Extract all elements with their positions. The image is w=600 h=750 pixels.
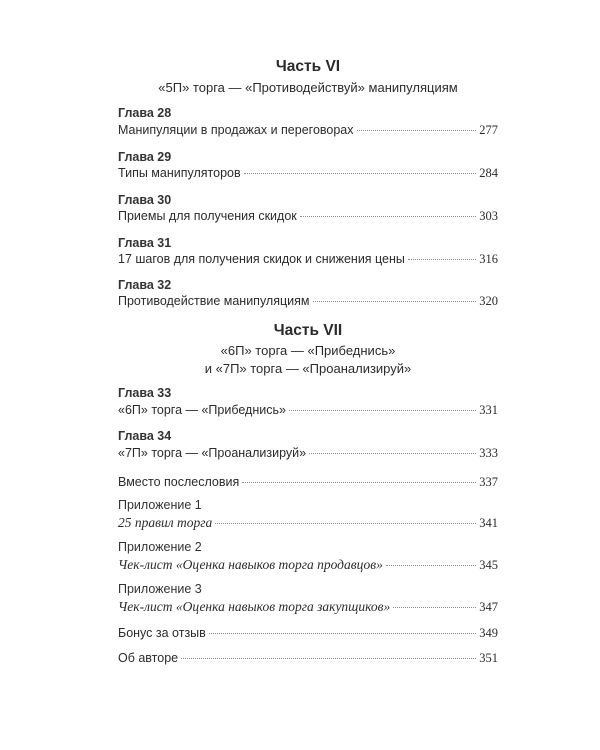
chapter-31-label: Глава 31 [118, 236, 172, 250]
toc-entry-chapter-29[interactable] [118, 166, 498, 181]
toc-entry-bonus[interactable] [118, 626, 498, 641]
chapter-31-page: 316 [479, 252, 498, 266]
about-author-page: 351 [479, 651, 498, 665]
part-6-title: Часть VI [275, 58, 341, 75]
toc-entry-about-author[interactable] [118, 651, 498, 666]
appendix-3-label: Приложение 3 [118, 582, 202, 596]
appendix-3-page: 347 [479, 600, 498, 614]
chapter-33-title: «6П» торга — «Прибеднись» [118, 403, 286, 417]
appendix-1-label: Приложение 1 [118, 498, 202, 512]
dot-leader [289, 410, 476, 411]
part-7-subtitle-line-2: и «7П» торга — «Проанализируй» [204, 361, 412, 376]
dot-leader [242, 482, 476, 483]
part-6-subtitle: «5П» торга — «Противодействуй» манипуляциям [158, 80, 458, 95]
part-7-subtitle-line-1: «6П» торга — «Прибеднись» [220, 343, 396, 358]
chapter-29-title: Типы манипуляторов [118, 166, 241, 180]
chapter-33-label: Глава 33 [118, 386, 172, 400]
appendix-2-page: 345 [479, 558, 498, 572]
chapter-29-page: 284 [479, 166, 498, 180]
chapter-32-label: Глава 32 [118, 278, 172, 292]
appendix-1-page: 341 [479, 516, 498, 530]
dot-leader [393, 607, 476, 608]
toc-entry-chapter-28[interactable] [118, 123, 498, 138]
chapter-30-title: Приемы для получения скидок [118, 209, 297, 223]
appendix-1-title: 25 правил торга [118, 515, 213, 530]
chapter-32-page: 320 [479, 294, 498, 308]
afterword-title: Вместо послесловия [118, 475, 240, 489]
about-author-title: Об авторе [118, 651, 179, 665]
toc-entry-afterword[interactable] [118, 475, 498, 490]
toc-entry-appendix-1[interactable] [118, 515, 498, 531]
chapter-34-label: Глава 34 [118, 429, 172, 443]
dot-leader [313, 301, 477, 302]
toc-entry-appendix-3[interactable] [118, 599, 498, 615]
appendix-2-title: Чек-лист «Оценка навыков торга продавцов» [118, 557, 383, 572]
dot-leader [244, 173, 477, 174]
dot-leader [209, 633, 476, 634]
dot-leader [386, 565, 476, 566]
dot-leader [357, 130, 477, 131]
chapter-32-title: Противодействие манипуляциям [118, 294, 310, 308]
chapter-30-label: Глава 30 [118, 193, 172, 207]
appendix-3-title: Чек-лист «Оценка навыков торга закупщиков» [118, 599, 391, 614]
appendix-2-label: Приложение 2 [118, 540, 202, 554]
dot-leader [181, 658, 476, 659]
chapter-30-page: 303 [479, 209, 498, 223]
bonus-page: 349 [479, 626, 498, 640]
dot-leader [309, 453, 476, 454]
chapter-28-label: Глава 28 [118, 106, 172, 120]
toc-entry-chapter-31[interactable] [118, 252, 498, 267]
toc-entry-appendix-2[interactable] [118, 557, 498, 573]
dot-leader [408, 259, 476, 260]
dot-leader [300, 216, 477, 217]
toc-entry-chapter-33[interactable] [118, 403, 498, 418]
afterword-page: 337 [479, 475, 498, 489]
chapter-28-page: 277 [479, 123, 498, 137]
toc-entry-chapter-34[interactable] [118, 446, 498, 461]
chapter-34-title: «7П» торга — «Проанализируй» [118, 446, 307, 460]
chapter-28-title: Манипуляции в продажах и переговорах [118, 123, 354, 137]
chapter-33-page: 331 [479, 403, 498, 417]
toc-entry-chapter-30[interactable] [118, 209, 498, 224]
chapter-31-title: 17 шагов для получения скидок и снижения цены [118, 252, 405, 266]
chapter-29-label: Глава 29 [118, 150, 172, 164]
chapter-34-page: 333 [479, 446, 498, 460]
part-7-title: Часть VII [273, 322, 343, 339]
dot-leader [215, 523, 476, 524]
toc-entry-chapter-32[interactable] [118, 294, 498, 309]
bonus-title: Бонус за отзыв [118, 626, 206, 640]
